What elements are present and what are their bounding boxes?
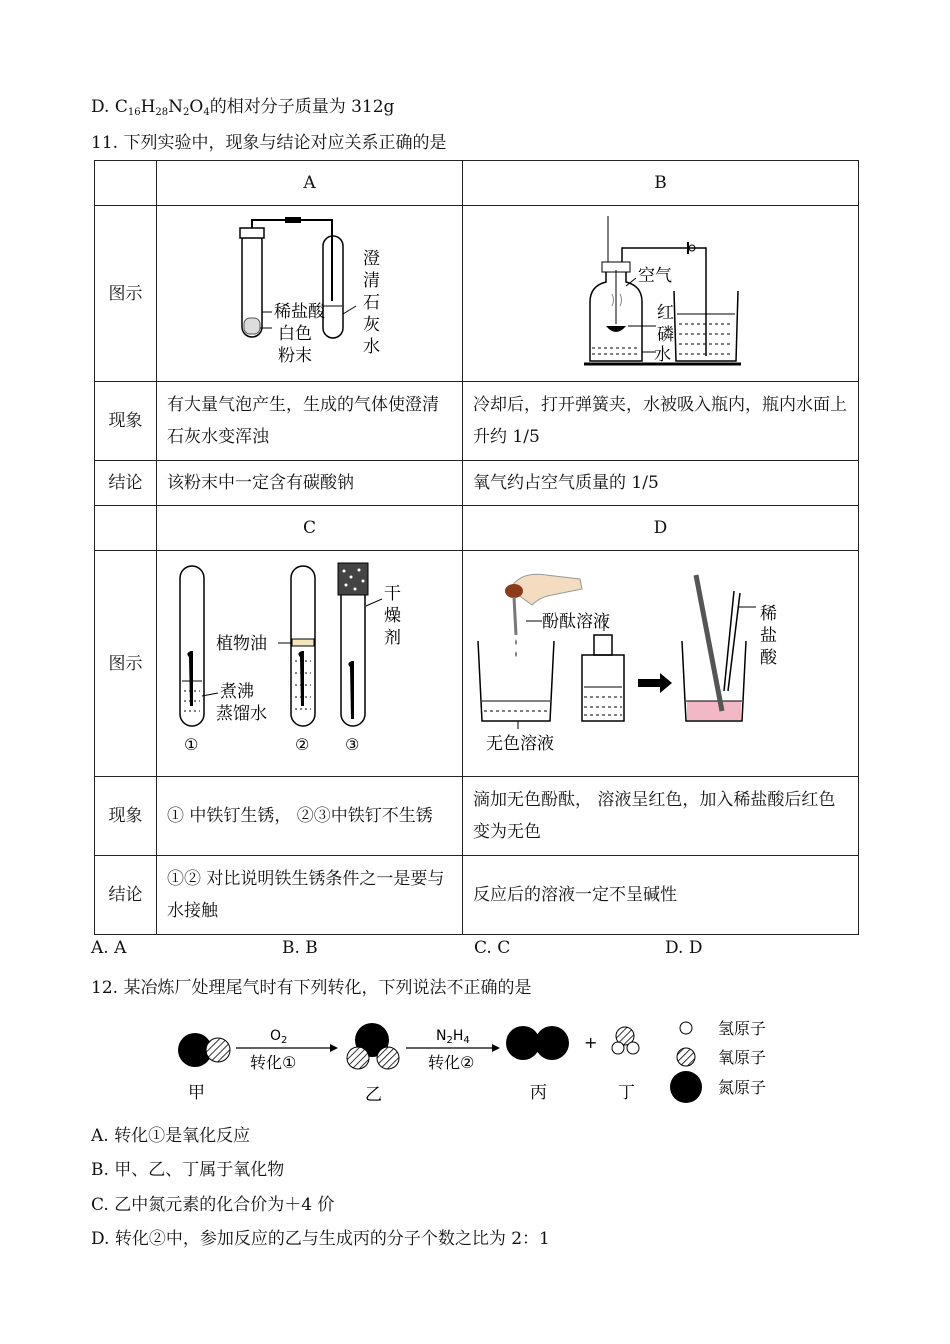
phenomenon-d: 滴加无色酚酞， 溶液呈红色，加入稀盐酸后红色变为无色 bbox=[463, 777, 859, 856]
plus-sign: + bbox=[584, 1033, 598, 1052]
name-yi: 乙 bbox=[365, 1085, 382, 1105]
molecule-ding-h-atom bbox=[627, 1042, 639, 1054]
apparatus-b-diagram bbox=[466, 206, 856, 381]
legend-oxygen: 氧原子 bbox=[718, 1048, 767, 1067]
label-red: 红 bbox=[656, 303, 674, 323]
header-c: C bbox=[157, 506, 463, 551]
label-tube-1: ① bbox=[183, 735, 198, 754]
phenomenon-b: 冷却后，打开弹簧夹，水被吸入瓶内，瓶内水面上升约 1/5 bbox=[463, 382, 859, 461]
q12-stem: 12. 某冶炼厂处理尾气时有下列转化，下列说法不正确的是 bbox=[91, 978, 532, 998]
header-row-ab bbox=[95, 161, 859, 206]
label-dilute-3: 酸 bbox=[759, 648, 777, 668]
label-vegetable-oil: 植物油 bbox=[215, 634, 267, 654]
label-boiled: 煮沸 bbox=[219, 682, 254, 702]
apparatus-d-diagram bbox=[466, 551, 856, 776]
q11-option-a[interactable]: A. A bbox=[91, 938, 127, 958]
conclusion-b: 氧气约占空气质量的 1/5 bbox=[463, 461, 859, 506]
q11-option-b[interactable]: B. B bbox=[282, 938, 318, 958]
molecule-jia-o-atom bbox=[206, 1038, 230, 1062]
name-jia: 甲 bbox=[188, 1083, 205, 1103]
header-row-cd bbox=[95, 506, 859, 551]
legend-oxygen-symbol bbox=[677, 1048, 695, 1066]
arrow2-label: 转化② bbox=[428, 1053, 475, 1072]
q12-option-c[interactable]: C. 乙中氮元素的化合价为＋4 价 bbox=[91, 1195, 335, 1215]
label-limewater-3: 石 bbox=[362, 293, 380, 313]
figure-b bbox=[463, 206, 859, 382]
figure-c bbox=[157, 551, 463, 777]
label-air: 空气 bbox=[637, 266, 672, 286]
phenomenon-row-ab: 现象 有大量气泡产生，生成的气体使澄清石灰水变浑浊 冷却后，打开弹簧夹，水被吸入瓶内，瓶内水面上升约 1/5 bbox=[95, 382, 859, 461]
label-phenolphthalein: 酚酞溶液 bbox=[541, 612, 610, 632]
molecule-ding-h-atom bbox=[612, 1042, 624, 1054]
q11-option-d[interactable]: D. D bbox=[665, 938, 703, 958]
arrow1-label: 转化① bbox=[250, 1053, 297, 1072]
molecule-bing-n-atom bbox=[535, 1026, 569, 1060]
conclusion-row-ab: 结论 该粉末中一定含有碳酸钠 氧气约占空气质量的 1/5 bbox=[95, 461, 859, 506]
label-colorless-solution: 无色溶液 bbox=[485, 734, 554, 754]
q11-stem: 11. 下列实验中，现象与结论对应关系正确的是 bbox=[91, 133, 447, 153]
q10-option-d: D. $C_{16}H_{28}N_2O_4$的相对分子质量为 312g bbox=[91, 97, 395, 118]
label-water: 水 bbox=[653, 345, 671, 365]
conclusion-c: ①② 对比说明铁生锈条件之一是要与水接触 bbox=[157, 856, 463, 935]
apparatus-a-diagram bbox=[160, 206, 460, 381]
phenomenon-row-cd: 现象 ① 中铁钉生锈， ②③中铁钉不生锈 滴加无色酚酞， 溶液呈红色，加入稀盐酸后红色变为无色 bbox=[95, 777, 859, 856]
conclusion-d: 反应后的溶液一定不呈碱性 bbox=[463, 856, 859, 935]
row-label-figure: 图示 bbox=[95, 206, 157, 382]
label-desiccant-3: 剂 bbox=[383, 628, 401, 648]
figure-a bbox=[157, 206, 463, 382]
header-b: B bbox=[463, 161, 859, 206]
name-ding: 丁 bbox=[618, 1083, 635, 1103]
molecule-yi-o-atom bbox=[347, 1047, 369, 1069]
molecule-yi-o-atom bbox=[377, 1047, 399, 1069]
label-limewater-2: 清 bbox=[362, 271, 380, 291]
header-a: A bbox=[157, 161, 463, 206]
figure-d bbox=[463, 551, 859, 777]
label-tube-3: ③ bbox=[344, 735, 359, 754]
label-limewater-1: 澄 bbox=[362, 249, 380, 269]
label-hydrochloric-acid: 稀盐酸 bbox=[273, 302, 325, 322]
figure-row-ab bbox=[95, 206, 859, 382]
label-desiccant-2: 燥 bbox=[383, 606, 401, 626]
label-phosphorus: 磷 bbox=[656, 325, 674, 345]
label-powder: 粉末 bbox=[277, 346, 312, 366]
q12-option-b[interactable]: B. 甲、乙、丁属于氧化物 bbox=[91, 1160, 285, 1180]
q12-reaction-diagram bbox=[170, 1010, 810, 1110]
conclusion-a: 该粉末中一定含有碳酸钠 bbox=[157, 461, 463, 506]
label-dilute-2: 盐 bbox=[759, 626, 777, 646]
legend-hydrogen-symbol bbox=[680, 1022, 692, 1034]
arrow1-reagent: $O_2$ bbox=[270, 1028, 288, 1046]
phenomenon-a: 有大量气泡产生，生成的气体使澄清石灰水变浑浊 bbox=[157, 382, 463, 461]
legend-nitrogen: 氮原子 bbox=[718, 1078, 767, 1097]
q12-option-a[interactable]: A. 转化①是氧化反应 bbox=[91, 1126, 251, 1146]
header-d: D bbox=[463, 506, 859, 551]
label-limewater-4: 灰 bbox=[362, 315, 380, 335]
label-limewater-5: 水 bbox=[362, 337, 380, 357]
label-dilute-1: 稀 bbox=[759, 604, 777, 624]
phenomenon-c: ① 中铁钉生锈， ②③中铁钉不生锈 bbox=[157, 777, 463, 856]
arrow2-reagent: $N_2H_4$ bbox=[436, 1028, 470, 1046]
label-white: 白色 bbox=[277, 324, 312, 344]
legend-hydrogen: 氢原子 bbox=[718, 1019, 767, 1038]
name-bing: 丙 bbox=[530, 1083, 547, 1103]
q11-table bbox=[94, 160, 859, 935]
conclusion-row-cd: 结论 ①② 对比说明铁生锈条件之一是要与水接触 反应后的溶液一定不呈碱性 bbox=[95, 856, 859, 935]
label-desiccant-1: 干 bbox=[383, 584, 401, 604]
apparatus-c-diagram bbox=[160, 551, 460, 776]
label-tube-2: ② bbox=[294, 735, 309, 754]
molecule-bing-n-atom bbox=[506, 1026, 540, 1060]
q12-option-d[interactable]: D. 转化②中，参加反应的乙与生成丙的分子个数之比为 2：1 bbox=[91, 1229, 550, 1249]
label-distilled-water: 蒸馏水 bbox=[215, 704, 267, 724]
legend-nitrogen-symbol bbox=[670, 1071, 702, 1103]
q11-option-c[interactable]: C. C bbox=[474, 938, 511, 958]
figure-row-cd: 图示 植物油 煮沸 蒸馏水 干 燥 剂 ① ② ③ 酚酞溶液 无色溶液 稀 盐 酸 bbox=[95, 551, 859, 777]
